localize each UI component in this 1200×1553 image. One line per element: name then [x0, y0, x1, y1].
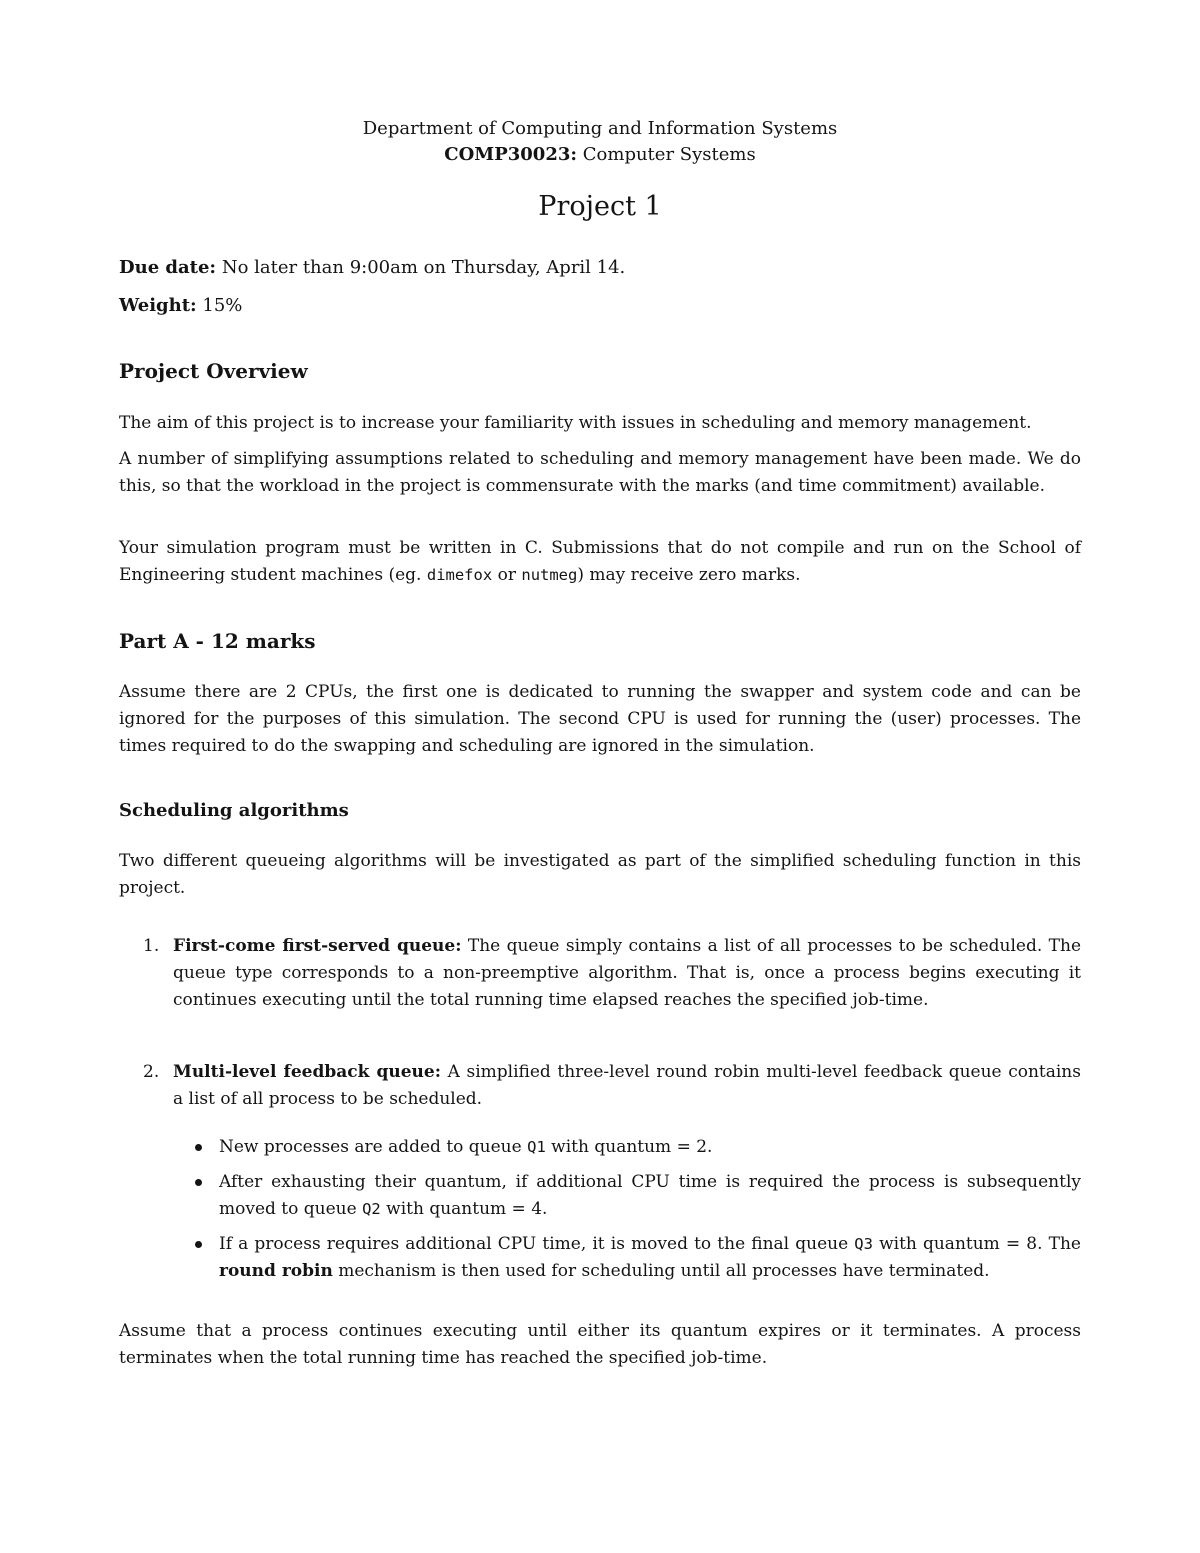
department-name: Department of Computing and Information Systems	[362, 118, 838, 139]
scheduling-heading: Scheduling algorithms	[119, 800, 349, 821]
bullet-text	[219, 1231, 1081, 1285]
part-a-paragraph: Assume there are 2 CPUs, the first one is dedicated to running the swapper and system code and can be ignored for the purposes of this simulation. The second CPU is used for running the (user) processes. The times required to do the swapping and scheduling are ignored in the simulation.	[119, 682, 1081, 756]
bullet-text	[219, 1134, 1081, 1161]
overview-p3-text-a: Your simulation program must be written in C. Submissions that do not compile and run on the School of Engineering student machines (eg.	[119, 538, 1081, 585]
overview-paragraph-3	[119, 535, 1081, 589]
list-item-term: First-come first-served queue:	[173, 936, 462, 956]
document-page	[119, 0, 1081, 1553]
list-item-body	[173, 933, 1081, 1014]
course-name: Computer Systems	[582, 144, 756, 165]
bullet-text-part: If a process requires additional CPU time, it is moved to the final queue	[219, 1234, 855, 1254]
overview-paragraph-2: A number of simplifying assumptions related to scheduling and memory management have been made. We do this, so that the workload in the project is commensurate with the marks (and time commitment) available.	[119, 449, 1081, 496]
weight-value: 15%	[202, 295, 243, 316]
bullet-text	[219, 1169, 1081, 1223]
course-title	[119, 142, 1081, 168]
page-title: Project 1	[538, 191, 662, 222]
due-date-label: Due date:	[119, 257, 217, 278]
bullet-icon	[195, 1241, 202, 1248]
queue-name: Q1	[527, 1138, 546, 1156]
list-item-text: A simplified three-level round robin multi-level feedback queue contains a list of all process to be scheduled.	[173, 1062, 1081, 1109]
part-a-heading: Part A - 12 marks	[119, 629, 316, 653]
list-item-body	[173, 1059, 1081, 1113]
overview-p3-text-b: or	[492, 565, 522, 585]
list-number: 2.	[143, 1062, 160, 1082]
due-date-value: No later than 9:00am on Thursday, April 14.	[221, 257, 626, 278]
weight-line	[119, 293, 242, 319]
bullet-text-part: New processes are added to queue	[219, 1137, 528, 1157]
bullet-text-part: with quantum = 4.	[380, 1199, 548, 1219]
machine-name-dimefox: dimefox	[426, 566, 493, 584]
due-date-line	[119, 255, 625, 281]
course-code: COMP30023:	[444, 144, 578, 165]
overview-heading: Project Overview	[119, 359, 308, 383]
scheduling-intro: Two different queueing algorithms will be investigated as part of the simplified scheduling function in this project.	[119, 851, 1081, 898]
queue-name: Q2	[362, 1200, 381, 1218]
overview-p3-text-c: ) may receive zero marks.	[577, 565, 801, 585]
bullet-icon	[195, 1179, 202, 1186]
list-item-term: Multi-level feedback queue:	[173, 1062, 442, 1082]
weight-label: Weight:	[119, 295, 197, 316]
list-number: 1.	[143, 936, 160, 956]
bullet-text-part: with quantum = 2.	[545, 1137, 713, 1157]
bullet-text-part: After exhausting their quantum, if additional CPU time is required the process is subsequently moved to queue	[219, 1172, 1081, 1219]
queue-name: Q3	[854, 1235, 873, 1253]
scheduling-closing: Assume that a process continues executing until either its quantum expires or it terminates. A process terminates when the total running time has reached the specified job-time.	[119, 1321, 1081, 1368]
overview-paragraph-1: The aim of this project is to increase your familiarity with issues in scheduling and memory management.	[119, 413, 1032, 433]
bullet-bold-term: round robin	[219, 1261, 333, 1281]
bullet-icon	[195, 1144, 202, 1151]
machine-name-nutmeg: nutmeg	[521, 566, 578, 584]
list-item-text: The queue simply contains a list of all processes to be scheduled. The queue type corresponds to a non-preemptive algorithm. That is, once a process begins executing it continues executing until the total running time elapsed reaches the specified job-time.	[173, 936, 1082, 1010]
bullet-text-part: with quantum = 8. The	[872, 1234, 1081, 1254]
bullet-text-part: mechanism is then used for scheduling until all processes have terminated.	[332, 1261, 990, 1281]
